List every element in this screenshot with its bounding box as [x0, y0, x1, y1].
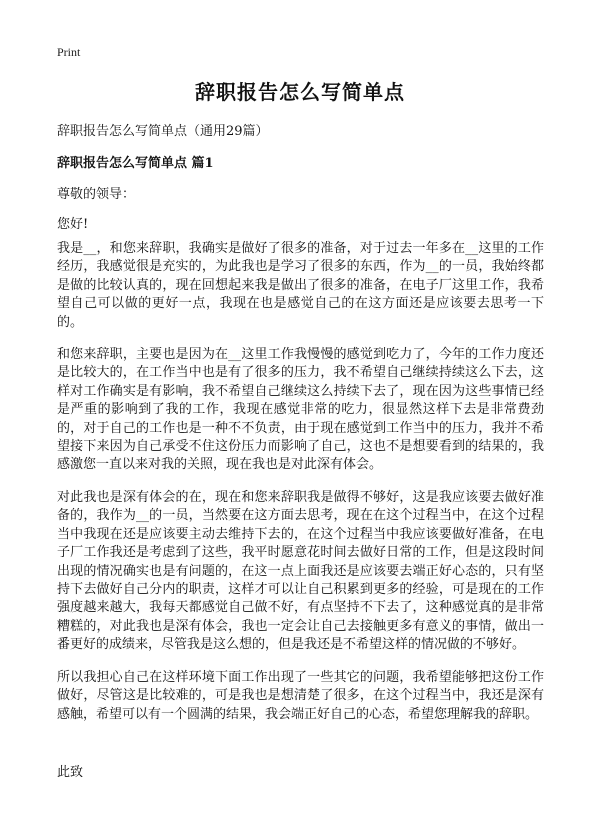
paragraph-2: 和您来辞职，主要也是因为在__这里工作我慢慢的感觉到吃力了，今年的工作力度还是比较大的，在工作当中也是有了很多的压力，我不希望自己继续持续这么下去，这样对工作确实是有影响，我不希望自己继续这么持续下去了，现在因为这些事情已经是严重的影响到了我的工作，我现在感觉非常的吃力，很显然这样下去是非常费劲的，对于自己的工作也是一种不不负责，由于现在感觉到工作当中的压力，我并不希望接下来因为自己承受不住这份压力而影响了自己，这也不是想要看到的结果的，我感激您一直以来对我的关照，现在我也是对此深有体会。 [57, 347, 544, 473]
paragraph-4: 所以我担心自己在这样环境下面工作出现了一些其它的问题，我希望能够把这份工作做好，尽管这是比较难的，可是我也是想清楚了很多，在这个过程当中，我还是深有感触，希望可以有一个圆满的结果，我会端正好自己的心态，希望您理解我的辞职。 [57, 670, 544, 722]
closing: 此致 [57, 765, 84, 780]
document-subtitle: 辞职报告怎么写简单点（通用29篇） [57, 124, 269, 139]
print-link[interactable]: Print [57, 45, 81, 59]
greeting: 您好! [57, 217, 89, 232]
section-heading: 辞职报告怎么写简单点 篇1 [57, 156, 214, 171]
salutation: 尊敬的领导： [57, 187, 136, 202]
paragraph-3: 对此我也是深有体会的在，现在和您来辞职我是做得不够好，这是我应该要去做好准备的，我作为__的一员，当然要在这方面去思考，现在在这个过程当中，在这个过程当中我现在还是应该要主动去维持下去的，在这个过程当中我应该要做好准备，在电子厂工作我还是考虑到了这些，我平时愿意花时间去做好日常的工作，但是这段时间出现的情况确实也是有问题的，在这一点上面我还是应该要去端正好心态的，只有坚持下去做好自己分内的职责，这样才可以让自己积累到更多的经验，可是现在的工作强度越来越大，我每天都感觉自己做不好，有点坚持不下去了，这种感觉真的是非常糟糕的，对此我也是深有体会，我也一定会让自己去接触更多有意义的事情，做出一番更好的成绩来，尽管我是这么想的，但是我还是不希望这样的情况做的不够好。 [57, 490, 544, 653]
document-title: 辞职报告怎么写简单点 [195, 80, 405, 104]
paragraph-1: 我是__，和您来辞职，我确实是做好了很多的准备，对于过去一年多在__这里的工作经历，我感觉很是充实的，为此我也是学习了很多的东西，作为__的一员，我始终都是做的比较认真的，现在回想起来我是做出了很多的准备，在电子厂这里工作，我希望自己可以做的更好一点，我现在也是感觉自己的在这方面还是应该要去思考一下的。 [57, 241, 544, 330]
